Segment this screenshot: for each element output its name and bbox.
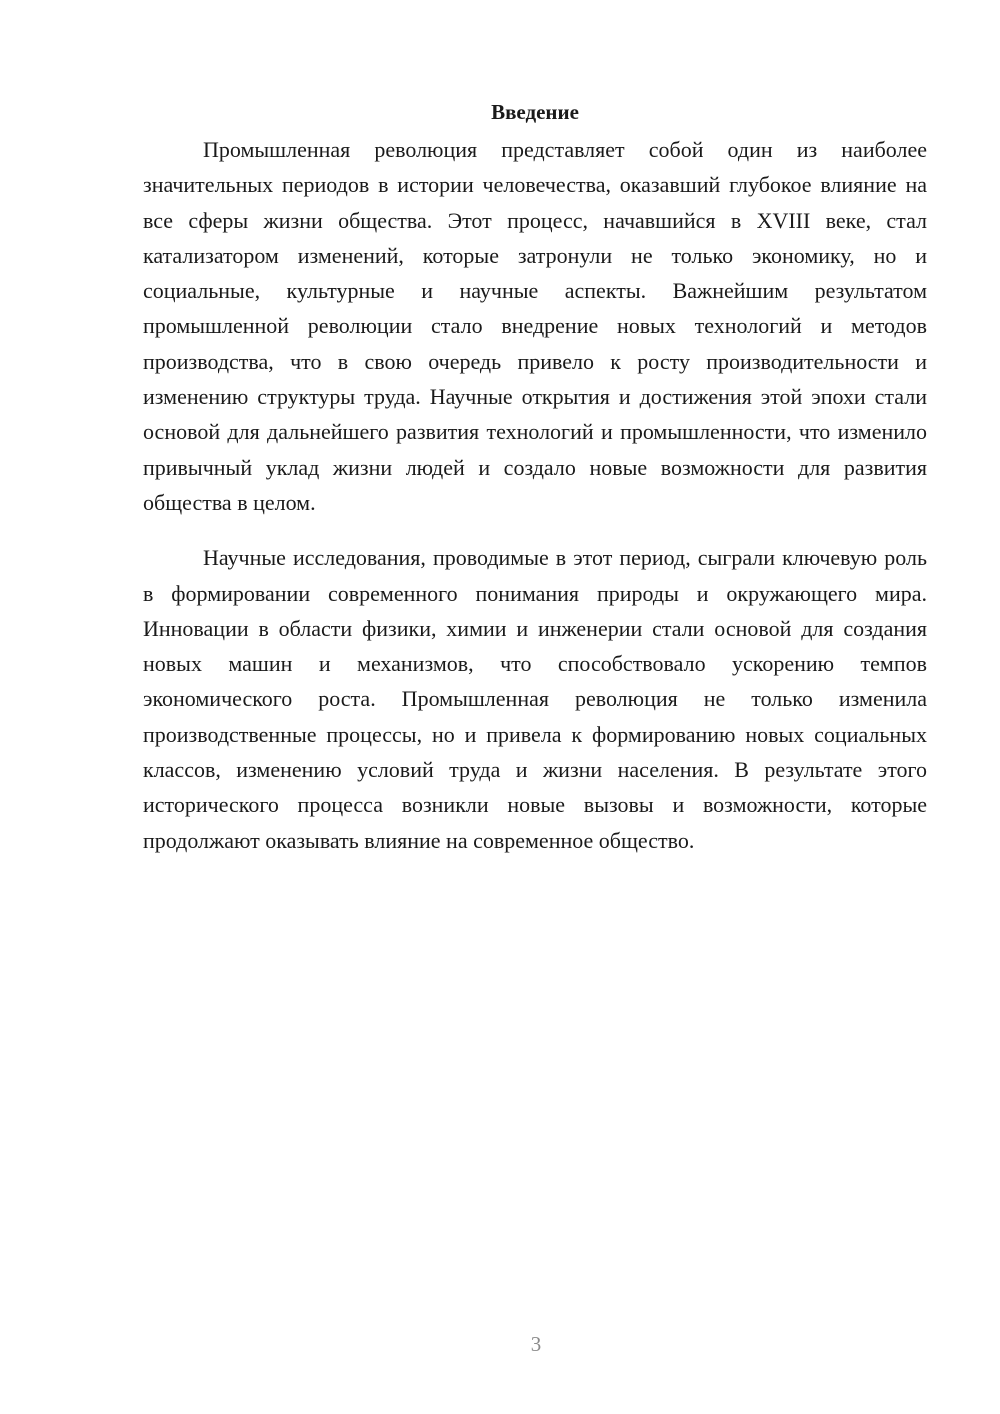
paragraph-2: Научные исследования, проводимые в этот период, сыграли ключевую роль в формировании современного понимания природы и окружающего мира. Инновации в области физики, химии и инженерии стали основой для создания новых машин и механизмов, что способствовало ускорению темпов экономического роста. Промышленная революция не только изменила производственные процессы, но и привела к формированию новых социальных классов, изменению условий труда и жизни населения. В результате этого исторического процесса возникли новые вызовы и возможности, которые продолжают оказывать влияние на современное общество. <box>143 545 927 853</box>
paragraph-1: Промышленная революция представляет собой один из наиболее значительных периодов в истории человечества, оказавший глубокое влияние на все сферы жизни общества. Этот процесс, начавшийся в XVIII веке, стал катализатором изменений, которые затронули не только экономику, но и социальные, культурные и научные аспекты. Важнейшим результатом промышленной революции стало внедрение новых технологий и методов производства, что в свою очередь привело к росту производительности и изменению структуры труда. Научные открытия и достижения этой эпохи стали основой для дальнейшего развития технологий и промышленности, что изменило привычный уклад жизни людей и создало новые возможности для развития общества в целом. <box>143 137 927 515</box>
section-title: Введение <box>491 100 579 124</box>
page-number: 3 <box>530 1332 542 1356</box>
page-body <box>143 96 927 858</box>
